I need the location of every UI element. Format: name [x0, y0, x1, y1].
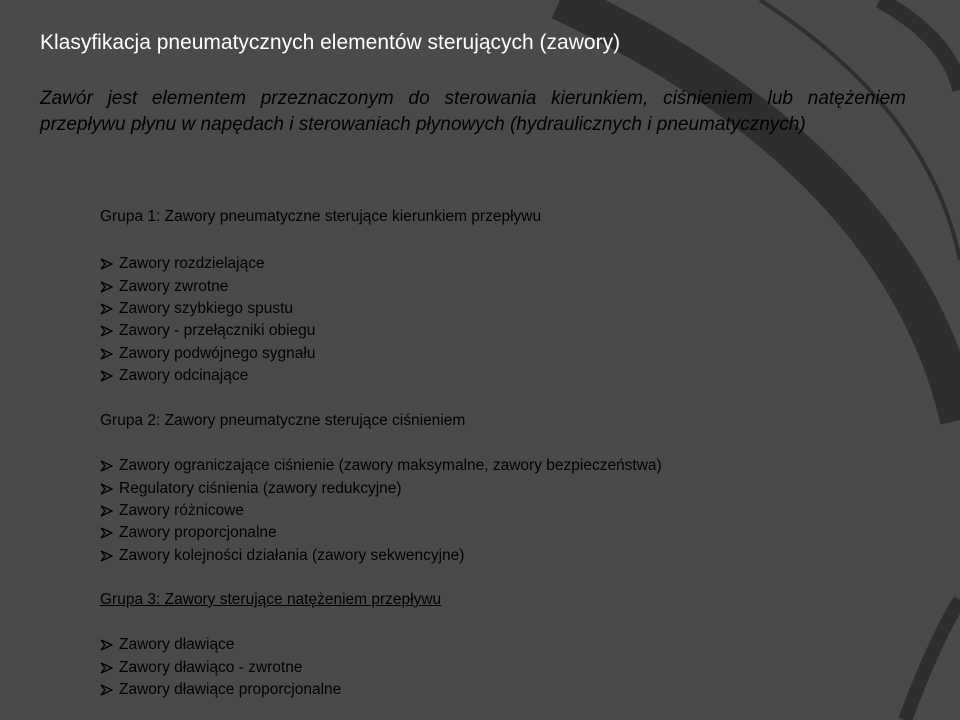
list-item: Zawory kolejności działania (zawory sekwencyjne)	[100, 545, 662, 567]
list-item: Zawory dławiące	[100, 634, 341, 656]
arrowhead-bullet-icon	[100, 527, 113, 539]
arrowhead-bullet-icon	[100, 258, 113, 270]
arrowhead-bullet-icon	[100, 460, 113, 472]
list-item: Zawory różnicowe	[100, 500, 662, 522]
list-item: Zawory zwrotne	[100, 275, 315, 297]
list-item: Zawory rozdzielające	[100, 253, 315, 275]
list-item: Zawory odcinające	[100, 365, 315, 387]
arrowhead-bullet-icon	[100, 662, 113, 674]
list-item: Zawory dławiące proporcjonalne	[100, 679, 341, 701]
arrowhead-bullet-icon	[100, 281, 113, 293]
group-1-heading: Grupa 1: Zawory pneumatyczne sterujące kierunkiem przepływu	[100, 208, 542, 225]
background-arc-large	[560, 0, 960, 420]
arrowhead-bullet-icon	[100, 639, 113, 651]
group-2-heading: Grupa 2: Zawory pneumatyczne sterujące ciśnieniem	[100, 412, 466, 429]
group-1-list	[100, 253, 315, 387]
background-arc-small	[880, 0, 960, 90]
intro-paragraph: Zawór jest elementem przeznaczonym do sterowania kierunkiem, ciśnieniem lub natężeniem przepływu płynu w napędach i sterowaniach płynowych (hydraulicznych i pneumatycznych)	[40, 88, 906, 135]
arrowhead-bullet-icon	[100, 505, 113, 517]
list-item: Zawory dławiąco - zwrotne	[100, 656, 341, 678]
arrowhead-bullet-icon	[100, 370, 113, 382]
list-item: Zawory podwójnego sygnału	[100, 343, 315, 365]
list-item: Zawory szybkiego spustu	[100, 298, 315, 320]
slide-title: Klasyfikacja pneumatycznych elementów sterujących (zawory)	[40, 31, 621, 54]
arrowhead-bullet-icon	[100, 325, 113, 337]
background-arc-bottom	[905, 600, 960, 720]
arrowhead-bullet-icon	[100, 483, 113, 495]
list-item: Zawory proporcjonalne	[100, 522, 662, 544]
list-item: Regulatory ciśnienia (zawory redukcyjne)	[100, 477, 662, 499]
group-3-list	[100, 634, 341, 701]
arrowhead-bullet-icon	[100, 684, 113, 696]
group-3-heading: Grupa 3: Zawory sterujące natężeniem przepływu	[100, 591, 442, 608]
group-2-list	[100, 455, 662, 567]
arrowhead-bullet-icon	[100, 303, 113, 315]
arrowhead-bullet-icon	[100, 348, 113, 360]
list-item: Zawory - przełączniki obiegu	[100, 320, 315, 342]
list-item: Zawory ograniczające ciśnienie (zawory maksymalne, zawory bezpieczeństwa)	[100, 455, 662, 477]
arrowhead-bullet-icon	[100, 550, 113, 562]
